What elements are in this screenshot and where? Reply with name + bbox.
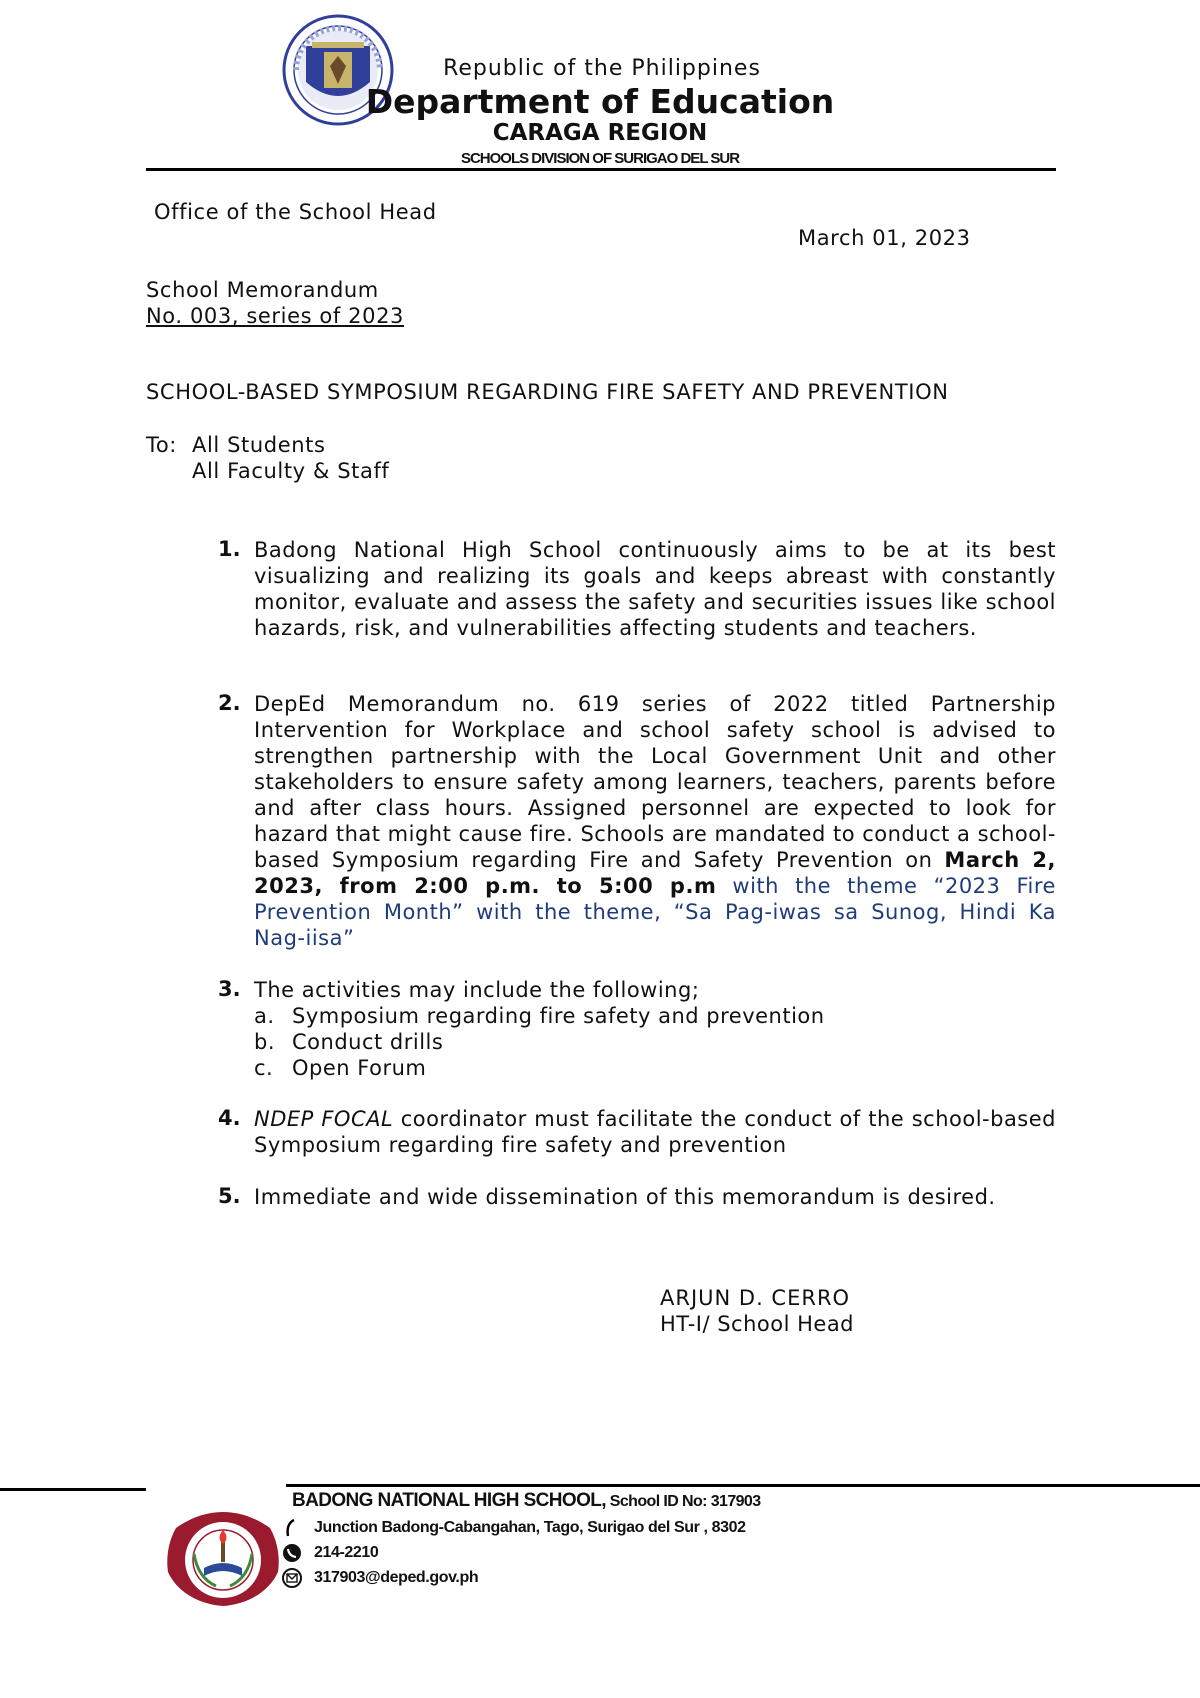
item-text	[254, 1106, 1056, 1158]
list-item	[210, 1106, 1056, 1158]
item-text: Badong National High School continuously aims to be at its best visualizing and realizing its goals and keeps abreast with constantly monitor, evaluate and assess the safety and securities issues like school hazards, risk, and vulnerabilities affecting students and teachers.	[254, 538, 1056, 640]
recipient: All Faculty & Staff	[192, 459, 390, 483]
footer-divider-right	[286, 1484, 1200, 1487]
school-logo-icon	[160, 1508, 286, 1610]
sub-item	[254, 1029, 1056, 1055]
item-text: Immediate and wide dissemination of this memorandum is desired.	[254, 1185, 996, 1209]
memo-date: March 01, 2023	[798, 226, 971, 250]
list-item	[210, 977, 1056, 1081]
header-republic: Republic of the Philippines	[443, 56, 761, 81]
event-schedule: March 2, 2023, from 2:00 p.m. to 5:00 p.m	[254, 848, 1056, 898]
sub-item-letter: c.	[254, 1056, 274, 1080]
item-text-part: coordinator must facilitate the conduct of the school-based Symposium regarding fire safety and prevention	[254, 1107, 1056, 1157]
recipient: All Students	[192, 433, 326, 457]
address-text: Junction Badong-Cabangahan, Tago, Surigao del Sur , 8302	[314, 1519, 746, 1536]
header-divider	[146, 168, 1056, 171]
header-region: CARAGA REGION	[492, 120, 708, 146]
school-name: BADONG NATIONAL HIGH SCHOOL,	[292, 1490, 606, 1511]
item-number: 5.	[218, 1184, 241, 1208]
footer-divider-left	[0, 1488, 146, 1491]
memo-number: No. 003, series of 2023	[146, 304, 404, 328]
to-label: To:	[146, 433, 177, 457]
header-department: Department of Education	[365, 82, 835, 121]
header-division: SCHOOLS DIVISION OF SURIGAO DEL SUR	[460, 150, 740, 167]
item-text-part: DepEd Memorandum no. 619 series of 2022 titled Partnership Intervention for Workplace and school safety school is advised to strengthen partnership with the Local Government Unit and other stakeholders to ensure safety among learners, teachers, parents before and after class hours. Assigned personnel are expected to look for hazard that might cause fire. Schools are mandated to conduct a school-based Symposium regarding Fire and Safety Prevention on	[254, 692, 1056, 872]
list-item	[210, 691, 1056, 951]
sub-item-text: Conduct drills	[292, 1030, 444, 1054]
item-text	[254, 691, 1056, 951]
email-text: 317903@deped.gov.ph	[314, 1569, 479, 1586]
item-number: 2.	[218, 691, 241, 715]
location-icon	[282, 1518, 304, 1538]
ndep-focal: NDEP FOCAL	[254, 1107, 394, 1131]
memo-label: School Memorandum	[146, 278, 379, 302]
item-text: The activities may include the following;	[254, 978, 700, 1002]
phone-text: 214-2210	[314, 1544, 379, 1561]
signatory-title: HT-I/ School Head	[660, 1312, 855, 1336]
footer-school-name	[292, 1490, 761, 1512]
sub-item-text: Open Forum	[292, 1056, 427, 1080]
item-number: 1.	[218, 537, 241, 561]
footer-email	[282, 1568, 478, 1588]
list-item	[210, 537, 1056, 641]
footer-phone	[282, 1543, 378, 1563]
sub-item-letter: b.	[254, 1030, 276, 1054]
signatory-name: ARJUN D. CERRO	[660, 1286, 851, 1310]
school-id: School ID No: 317903	[605, 1493, 761, 1510]
list-item	[210, 1184, 1056, 1210]
sub-item-text: Symposium regarding fire safety and prevention	[292, 1004, 825, 1028]
sub-item	[254, 1055, 1056, 1081]
sub-item-letter: a.	[254, 1004, 275, 1028]
item-number: 3.	[218, 977, 241, 1001]
event-theme: with the theme “2023 Fire Prevention Month” with the theme, “Sa Pag-iwas sa Sunog, Hindi Ka Nag-iisa”	[254, 874, 1056, 950]
office-label: Office of the School Head	[154, 200, 437, 224]
memo-subject: SCHOOL-BASED SYMPOSIUM REGARDING FIRE SAFETY AND PREVENTION	[146, 380, 949, 404]
sub-item	[254, 1003, 1056, 1029]
footer-address	[282, 1518, 746, 1538]
phone-icon	[282, 1543, 304, 1563]
email-icon	[282, 1568, 304, 1588]
item-number: 4.	[218, 1106, 241, 1130]
